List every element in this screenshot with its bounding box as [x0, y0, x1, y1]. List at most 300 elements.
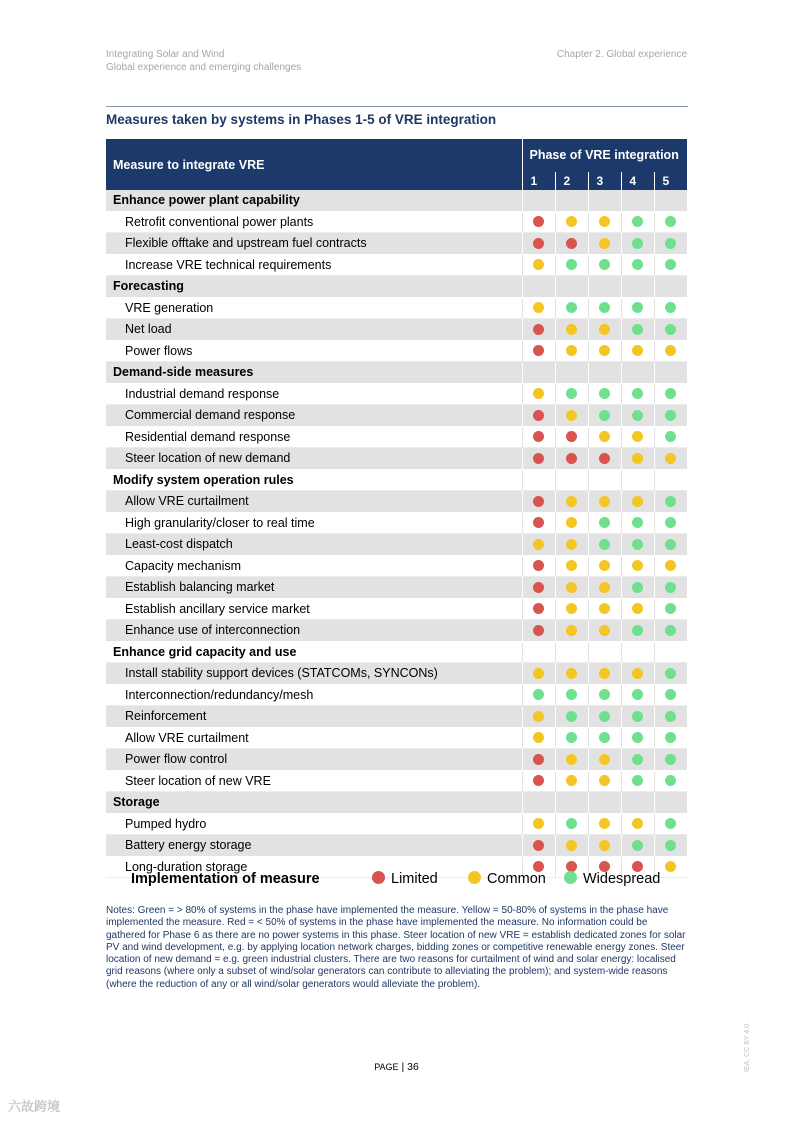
measures-table [106, 139, 687, 878]
phase-1-cell [522, 706, 555, 728]
phase-5-cell [654, 211, 687, 233]
phase-5-cell [654, 835, 687, 857]
measure-label: Establish ancillary service market [106, 598, 522, 620]
measure-label: Reinforcement [106, 706, 522, 728]
green-dot-icon [599, 539, 610, 550]
green-dot-icon [632, 302, 643, 313]
green-dot-icon [665, 582, 676, 593]
phase-1-cell [522, 749, 555, 771]
phase-2-cell [555, 598, 588, 620]
yellow-dot-icon [566, 582, 577, 593]
yellow-dot-icon [632, 560, 643, 571]
limited-dot-icon [372, 871, 385, 884]
yellow-dot-icon [533, 388, 544, 399]
phase-5-cell [654, 534, 687, 556]
category-row [106, 469, 687, 491]
table-row [106, 706, 687, 728]
phase-1-cell [522, 835, 555, 857]
phase-1-cell [522, 233, 555, 255]
phase-3-cell [588, 491, 621, 513]
green-dot-icon [632, 689, 643, 700]
green-dot-icon [665, 410, 676, 421]
yellow-dot-icon [566, 345, 577, 356]
green-dot-icon [632, 625, 643, 636]
phase-4-header: 4 [621, 172, 654, 190]
phase-3-cell [588, 190, 621, 211]
phase-3-cell [588, 534, 621, 556]
phase-4-cell [621, 276, 654, 298]
red-dot-icon [533, 453, 544, 464]
phase-4-cell [621, 792, 654, 814]
phase-2-cell [555, 706, 588, 728]
report-title: Integrating Solar and Wind [106, 49, 225, 60]
phase-5-cell [654, 405, 687, 427]
phase-2-cell [555, 620, 588, 642]
phase-1-header: 1 [522, 172, 555, 190]
green-dot-icon [632, 259, 643, 270]
category-row [106, 792, 687, 814]
green-dot-icon [566, 689, 577, 700]
yellow-dot-icon [533, 259, 544, 270]
phase-1-cell [522, 426, 555, 448]
yellow-dot-icon [599, 496, 610, 507]
red-dot-icon [533, 345, 544, 356]
phase-5-cell [654, 276, 687, 298]
phase-2-cell [555, 254, 588, 276]
yellow-dot-icon [599, 431, 610, 442]
yellow-dot-icon [665, 345, 676, 356]
table-row [106, 620, 687, 642]
phase-column-header: Phase of VRE integration [522, 139, 687, 172]
green-dot-icon [665, 711, 676, 722]
phase-3-cell [588, 211, 621, 233]
measure-label: Power flow control [106, 749, 522, 771]
measure-label: High granularity/closer to real time [106, 512, 522, 534]
red-dot-icon [533, 775, 544, 786]
table-row [106, 534, 687, 556]
phase-3-cell [588, 448, 621, 470]
phase-5-cell [654, 233, 687, 255]
phase-2-cell [555, 362, 588, 384]
phase-4-cell [621, 469, 654, 491]
green-dot-icon [632, 840, 643, 851]
measure-label: Battery energy storage [106, 835, 522, 857]
phase-1-cell [522, 276, 555, 298]
phase-1-cell [522, 792, 555, 814]
measure-label: Commercial demand response [106, 405, 522, 427]
category-row [106, 641, 687, 663]
table-row [106, 598, 687, 620]
green-dot-icon [665, 517, 676, 528]
green-dot-icon [599, 689, 610, 700]
table-row [106, 233, 687, 255]
phase-2-header: 2 [555, 172, 588, 190]
yellow-dot-icon [566, 625, 577, 636]
green-dot-icon [632, 582, 643, 593]
measure-label: Retrofit conventional power plants [106, 211, 522, 233]
green-dot-icon [566, 711, 577, 722]
table-body [106, 190, 687, 878]
yellow-dot-icon [599, 238, 610, 249]
yellow-dot-icon [566, 668, 577, 679]
phase-5-cell [654, 383, 687, 405]
phase-3-cell [588, 577, 621, 599]
phase-2-cell [555, 383, 588, 405]
phase-2-cell [555, 405, 588, 427]
measure-label: Residential demand response [106, 426, 522, 448]
yellow-dot-icon [566, 560, 577, 571]
green-dot-icon [665, 689, 676, 700]
yellow-dot-icon [566, 840, 577, 851]
phase-3-cell [588, 383, 621, 405]
legend [106, 868, 688, 890]
phase-1-cell [522, 684, 555, 706]
measure-label: VRE generation [106, 297, 522, 319]
green-dot-icon [632, 216, 643, 227]
green-dot-icon [632, 754, 643, 765]
yellow-dot-icon [533, 302, 544, 313]
phase-2-cell [555, 190, 588, 211]
yellow-dot-icon [632, 453, 643, 464]
phase-1-cell [522, 448, 555, 470]
yellow-dot-icon [632, 603, 643, 614]
phase-4-cell [621, 577, 654, 599]
red-dot-icon [533, 840, 544, 851]
phase-3-cell [588, 663, 621, 685]
green-dot-icon [632, 324, 643, 335]
green-dot-icon [566, 302, 577, 313]
running-header-left [106, 48, 301, 74]
phase-4-cell [621, 598, 654, 620]
measure-label: Flexible offtake and upstream fuel contracts [106, 233, 522, 255]
red-dot-icon [533, 560, 544, 571]
yellow-dot-icon [533, 711, 544, 722]
measure-label: Interconnection/redundancy/mesh [106, 684, 522, 706]
phase-4-cell [621, 706, 654, 728]
yellow-dot-icon [632, 818, 643, 829]
phase-4-cell [621, 426, 654, 448]
phase-1-cell [522, 555, 555, 577]
phase-2-cell [555, 448, 588, 470]
phase-4-cell [621, 405, 654, 427]
measure-label: Least-cost dispatch [106, 534, 522, 556]
measure-label: Enhance use of interconnection [106, 620, 522, 642]
green-dot-icon [665, 668, 676, 679]
phase-1-cell [522, 641, 555, 663]
red-dot-icon [533, 625, 544, 636]
phase-1-cell [522, 211, 555, 233]
phase-5-cell [654, 727, 687, 749]
green-dot-icon [632, 238, 643, 249]
category-label: Enhance power plant capability [106, 190, 522, 211]
yellow-dot-icon [566, 410, 577, 421]
yellow-dot-icon [599, 775, 610, 786]
phase-2-cell [555, 276, 588, 298]
phase-3-cell [588, 469, 621, 491]
red-dot-icon [533, 216, 544, 227]
green-dot-icon [599, 410, 610, 421]
yellow-dot-icon [566, 539, 577, 550]
phase-2-cell [555, 577, 588, 599]
phase-4-cell [621, 254, 654, 276]
phase-3-cell [588, 727, 621, 749]
yellow-dot-icon [566, 754, 577, 765]
table-row [106, 254, 687, 276]
phase-1-cell [522, 512, 555, 534]
table-row [106, 555, 687, 577]
green-dot-icon [632, 732, 643, 743]
green-dot-icon [665, 625, 676, 636]
measure-label: Industrial demand response [106, 383, 522, 405]
phase-3-cell [588, 362, 621, 384]
phase-4-cell [621, 770, 654, 792]
table-row [106, 211, 687, 233]
phase-1-cell [522, 254, 555, 276]
table-row [106, 383, 687, 405]
table-row [106, 405, 687, 427]
phase-4-cell [621, 340, 654, 362]
green-dot-icon [566, 818, 577, 829]
phase-2-cell [555, 727, 588, 749]
yellow-dot-icon [599, 668, 610, 679]
phase-5-cell [654, 684, 687, 706]
green-dot-icon [632, 388, 643, 399]
phase-2-cell [555, 469, 588, 491]
red-dot-icon [533, 238, 544, 249]
legend-common [468, 871, 546, 887]
yellow-dot-icon [566, 324, 577, 335]
legend-limited-label: Limited [391, 871, 438, 887]
red-dot-icon [533, 517, 544, 528]
watermark: 六故跨境 [8, 1099, 61, 1114]
yellow-dot-icon [632, 668, 643, 679]
phase-3-cell [588, 641, 621, 663]
phase-2-cell [555, 835, 588, 857]
yellow-dot-icon [566, 775, 577, 786]
common-dot-icon [468, 871, 481, 884]
phase-5-cell [654, 577, 687, 599]
red-dot-icon [566, 431, 577, 442]
green-dot-icon [665, 324, 676, 335]
phase-4-cell [621, 835, 654, 857]
phase-4-cell [621, 620, 654, 642]
phase-1-cell [522, 297, 555, 319]
phase-5-cell [654, 254, 687, 276]
green-dot-icon [632, 711, 643, 722]
phase-5-cell [654, 319, 687, 341]
green-dot-icon [632, 775, 643, 786]
measure-label: Allow VRE curtailment [106, 727, 522, 749]
phase-2-cell [555, 663, 588, 685]
phase-3-cell [588, 297, 621, 319]
phase-1-cell [522, 190, 555, 211]
phase-5-header: 5 [654, 172, 687, 190]
table-row [106, 684, 687, 706]
page-footer: PAGE | 36 [374, 1061, 419, 1073]
green-dot-icon [599, 711, 610, 722]
green-dot-icon [665, 539, 676, 550]
phase-1-cell [522, 770, 555, 792]
phase-2-cell [555, 233, 588, 255]
phase-4-cell [621, 211, 654, 233]
green-dot-icon [566, 259, 577, 270]
measure-column-header: Measure to integrate VRE [106, 139, 522, 190]
green-dot-icon [665, 732, 676, 743]
phase-2-cell [555, 792, 588, 814]
measure-label: Long-duration storage [106, 856, 522, 878]
phase-5-cell [654, 598, 687, 620]
phase-2-cell [555, 211, 588, 233]
measure-label: Steer location of new VRE [106, 770, 522, 792]
phase-5-cell [654, 641, 687, 663]
red-dot-icon [566, 238, 577, 249]
phase-3-cell [588, 813, 621, 835]
phase-4-cell [621, 663, 654, 685]
phase-5-cell [654, 297, 687, 319]
phase-4-cell [621, 641, 654, 663]
report-subtitle: Global experience and emerging challenges [106, 62, 302, 73]
phase-3-cell [588, 835, 621, 857]
green-dot-icon [599, 732, 610, 743]
phase-4-cell [621, 727, 654, 749]
green-dot-icon [599, 388, 610, 399]
green-dot-icon [599, 302, 610, 313]
measure-label: Capacity mechanism [106, 555, 522, 577]
yellow-dot-icon [599, 345, 610, 356]
phase-1-cell [522, 340, 555, 362]
table-row [106, 340, 687, 362]
legend-limited [372, 871, 438, 887]
red-dot-icon [566, 453, 577, 464]
red-dot-icon [533, 410, 544, 421]
red-dot-icon [533, 431, 544, 442]
yellow-dot-icon [599, 818, 610, 829]
page-number: 36 [407, 1061, 419, 1073]
green-dot-icon [566, 732, 577, 743]
phase-5-cell [654, 770, 687, 792]
red-dot-icon [533, 754, 544, 765]
license-text: IEA. CC BY 4.0. [744, 1021, 751, 1072]
red-dot-icon [533, 496, 544, 507]
red-dot-icon [533, 582, 544, 593]
phase-3-cell [588, 555, 621, 577]
phase-5-cell [654, 340, 687, 362]
phase-4-cell [621, 297, 654, 319]
phase-1-cell [522, 405, 555, 427]
phase-1-cell [522, 620, 555, 642]
measure-label: Net load [106, 319, 522, 341]
phase-1-cell [522, 362, 555, 384]
phase-2-cell [555, 770, 588, 792]
yellow-dot-icon [632, 345, 643, 356]
measure-label: Allow VRE curtailment [106, 491, 522, 513]
table-row [106, 749, 687, 771]
green-dot-icon [665, 840, 676, 851]
phase-3-cell [588, 684, 621, 706]
phase-4-cell [621, 813, 654, 835]
category-row [106, 276, 687, 298]
yellow-dot-icon [599, 754, 610, 765]
phase-1-cell [522, 491, 555, 513]
green-dot-icon [599, 259, 610, 270]
phase-4-cell [621, 383, 654, 405]
phase-5-cell [654, 190, 687, 211]
phase-3-cell [588, 620, 621, 642]
yellow-dot-icon [566, 517, 577, 528]
measure-label: Increase VRE technical requirements [106, 254, 522, 276]
phase-3-cell [588, 770, 621, 792]
title-rule [106, 106, 688, 107]
phase-1-cell [522, 727, 555, 749]
phase-2-cell [555, 641, 588, 663]
phase-3-cell [588, 792, 621, 814]
legend-widespread [564, 871, 660, 887]
phase-3-cell [588, 405, 621, 427]
measure-label: Pumped hydro [106, 813, 522, 835]
phase-5-cell [654, 491, 687, 513]
legend-common-label: Common [487, 871, 546, 887]
phase-3-cell [588, 319, 621, 341]
phase-5-cell [654, 706, 687, 728]
phase-4-cell [621, 684, 654, 706]
phase-5-cell [654, 448, 687, 470]
phase-5-cell [654, 362, 687, 384]
table-row [106, 297, 687, 319]
legend-widespread-label: Widespread [583, 871, 661, 887]
phase-5-cell [654, 749, 687, 771]
yellow-dot-icon [533, 539, 544, 550]
phase-2-cell [555, 319, 588, 341]
table-row [106, 770, 687, 792]
phase-5-cell [654, 620, 687, 642]
phase-2-cell [555, 512, 588, 534]
yellow-dot-icon [533, 818, 544, 829]
phase-5-cell [654, 792, 687, 814]
table-row [106, 319, 687, 341]
phase-4-cell [621, 534, 654, 556]
category-row [106, 190, 687, 211]
green-dot-icon [665, 603, 676, 614]
phase-1-cell [522, 598, 555, 620]
yellow-dot-icon [566, 496, 577, 507]
phase-4-cell [621, 749, 654, 771]
phase-5-cell [654, 663, 687, 685]
figure-title: Measures taken by systems in Phases 1-5 of VRE integration [106, 112, 497, 127]
phase-3-cell [588, 340, 621, 362]
yellow-dot-icon [599, 216, 610, 227]
phase-3-cell [588, 254, 621, 276]
phase-1-cell [522, 663, 555, 685]
phase-2-cell [555, 491, 588, 513]
phase-3-cell [588, 598, 621, 620]
phase-4-cell [621, 190, 654, 211]
phase-4-cell [621, 512, 654, 534]
phase-1-cell [522, 319, 555, 341]
table-row [106, 835, 687, 857]
measure-label: Power flows [106, 340, 522, 362]
phase-2-cell [555, 340, 588, 362]
phase-2-cell [555, 297, 588, 319]
phase-3-cell [588, 233, 621, 255]
table-row [106, 727, 687, 749]
yellow-dot-icon [599, 324, 610, 335]
yellow-dot-icon [632, 496, 643, 507]
yellow-dot-icon [533, 668, 544, 679]
category-label: Modify system operation rules [106, 469, 522, 491]
category-label: Forecasting [106, 276, 522, 298]
category-label: Enhance grid capacity and use [106, 641, 522, 663]
phase-2-cell [555, 684, 588, 706]
